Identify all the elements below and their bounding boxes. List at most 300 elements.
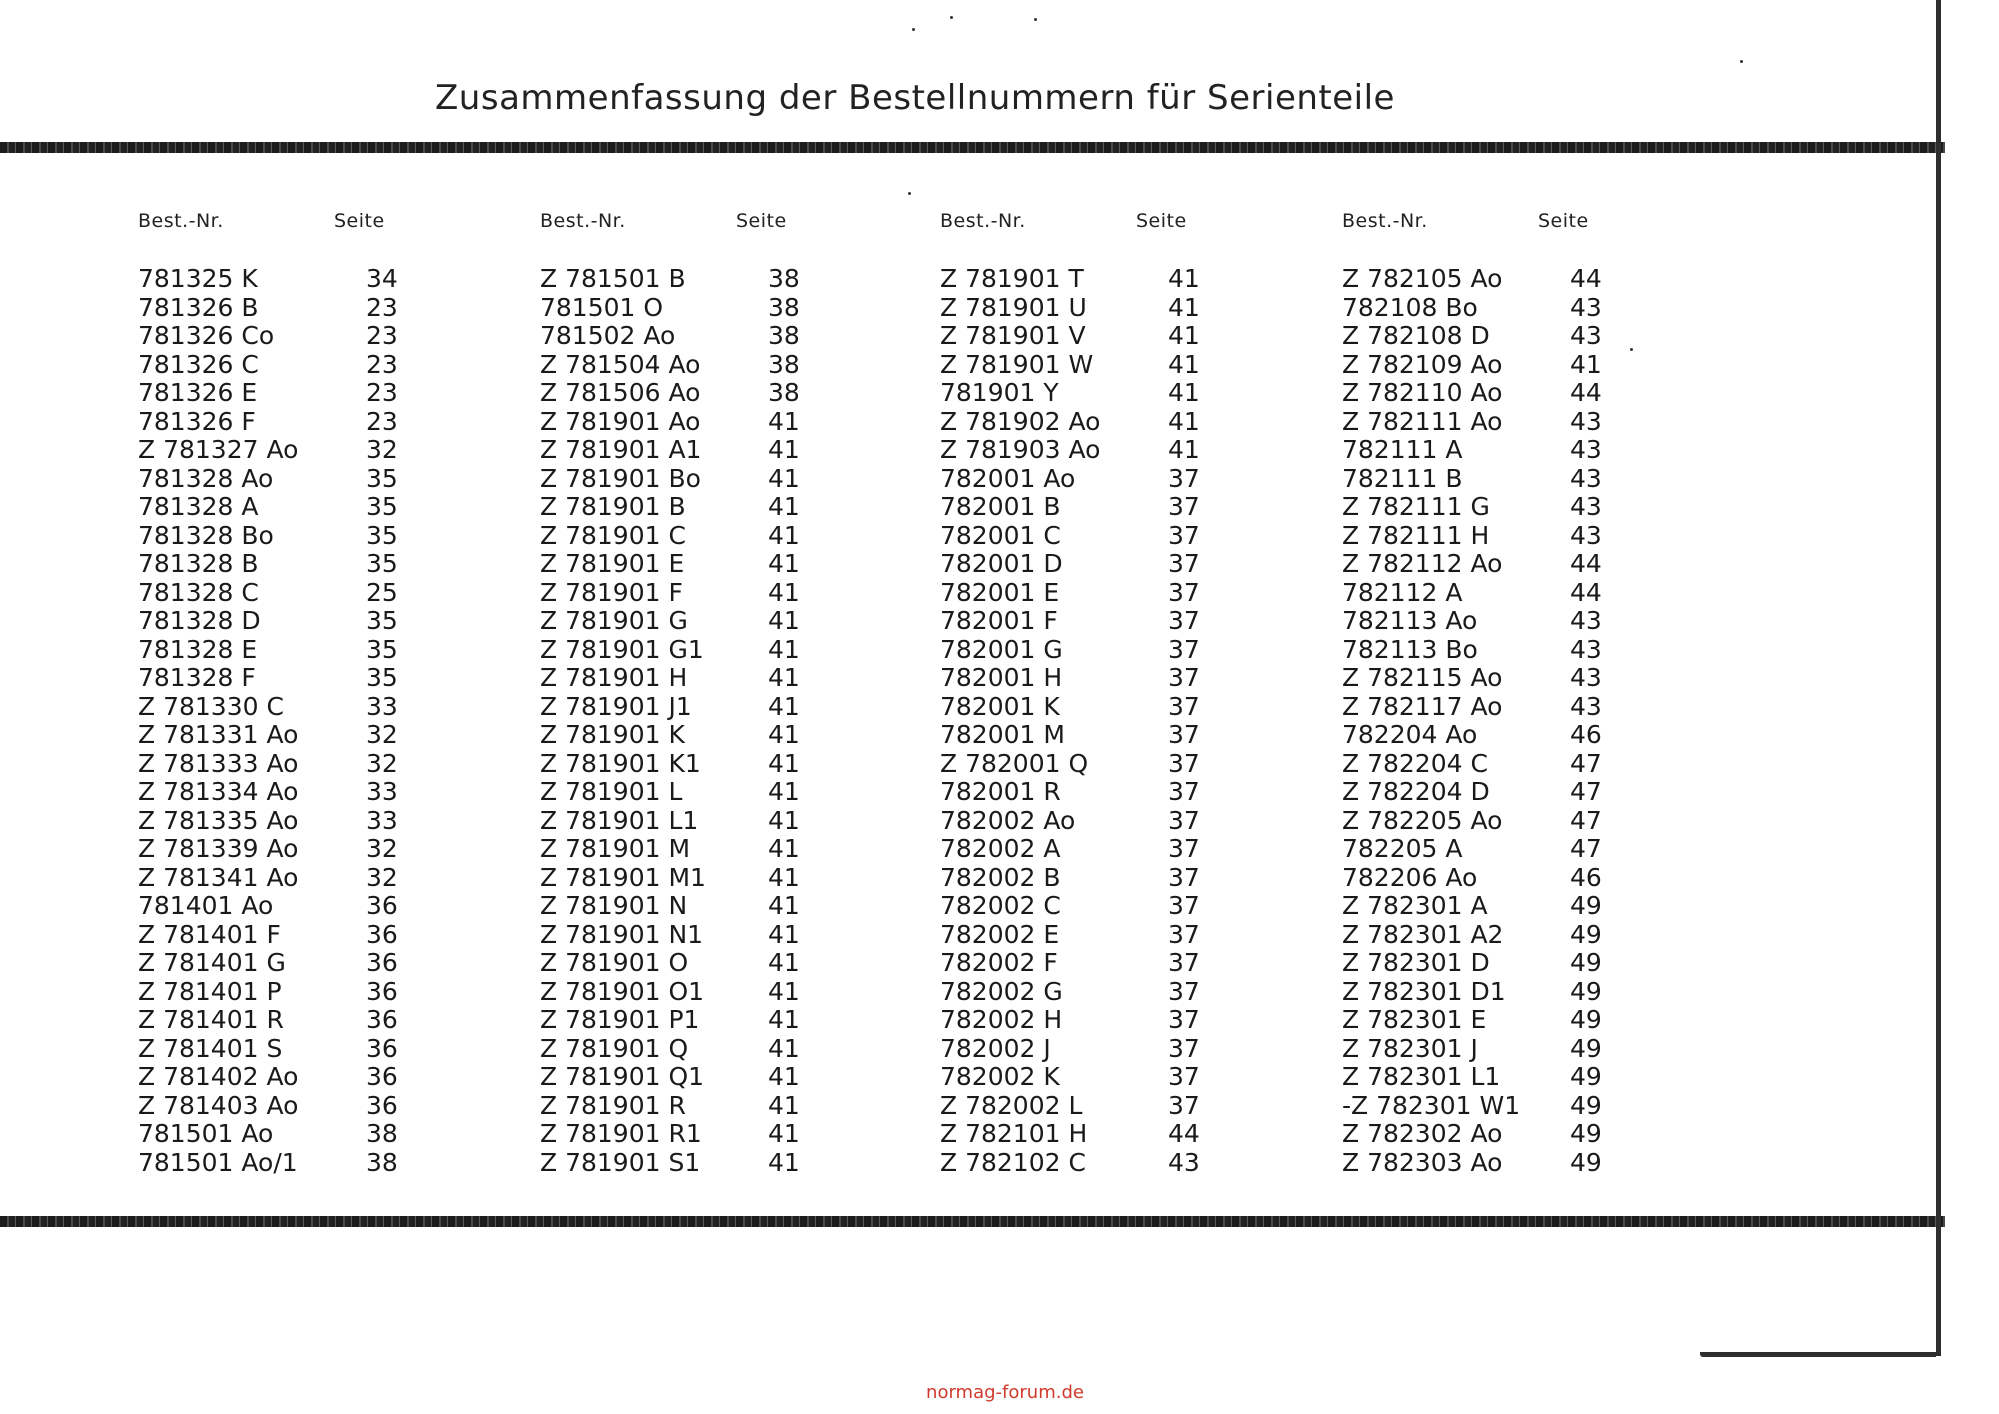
table-row xyxy=(138,294,538,323)
table-row xyxy=(940,1063,1340,1092)
order-number: 781326 Co xyxy=(138,321,275,350)
page-number: 37 xyxy=(1168,834,1200,863)
order-number: 781328 B xyxy=(138,549,259,578)
page-number: 35 xyxy=(366,492,398,521)
order-number: Z 781901 N1 xyxy=(540,919,704,949)
table-row xyxy=(940,978,1340,1007)
page-number: 41 xyxy=(768,577,800,607)
table-row xyxy=(940,949,1340,978)
order-number: 781328 D xyxy=(138,606,261,635)
order-number: Z 781506 Ao xyxy=(540,378,701,407)
order-number: Z 781901 P1 xyxy=(540,1005,700,1034)
table-row xyxy=(940,379,1340,408)
table-row xyxy=(1342,379,1742,408)
table-row xyxy=(1342,949,1742,978)
page-number: 41 xyxy=(768,663,800,692)
page-number: 23 xyxy=(366,349,398,379)
table-row xyxy=(940,921,1340,950)
table-row xyxy=(1342,1035,1742,1064)
page-number: 41 xyxy=(1168,378,1200,407)
order-number: Z 781901 R xyxy=(540,1090,686,1120)
table-row xyxy=(138,835,538,864)
order-number: 782001 F xyxy=(940,606,1058,635)
order-number: 782002 C xyxy=(940,891,1061,920)
order-number: Z 781901 B xyxy=(540,492,686,521)
page-number: 49 xyxy=(1570,976,1602,1006)
table-row xyxy=(1342,351,1742,380)
order-number: Z 781901 M1 xyxy=(540,862,706,892)
order-number: Z 782301 D1 xyxy=(1342,976,1506,1006)
page-number: 41 xyxy=(768,948,800,977)
page-number: 43 xyxy=(1570,463,1602,493)
order-number: Z 782111 H xyxy=(1342,520,1490,550)
page-number: 41 xyxy=(768,1062,800,1091)
page-number: 35 xyxy=(366,463,398,493)
table-row xyxy=(1342,550,1742,579)
order-number: 782112 A xyxy=(1342,577,1463,607)
table-row xyxy=(940,607,1340,636)
order-number: Z 781401 G xyxy=(138,948,286,977)
table-row xyxy=(138,1149,538,1178)
page-number: 46 xyxy=(1570,720,1602,749)
scan-speck xyxy=(1034,18,1037,21)
table-row xyxy=(1342,1149,1742,1178)
table-row xyxy=(540,436,940,465)
order-number: Z 782115 Ao xyxy=(1342,663,1503,692)
page-number: 41 xyxy=(1168,406,1200,436)
order-number: 781501 Ao/1 xyxy=(138,1147,298,1177)
table-row xyxy=(138,465,538,494)
page-number: 41 xyxy=(768,805,800,835)
order-number: 782113 Bo xyxy=(1342,634,1478,664)
page-number: 47 xyxy=(1570,834,1602,863)
page-number: 41 xyxy=(1570,349,1602,379)
order-number: 781328 E xyxy=(138,634,258,664)
table-row xyxy=(1342,522,1742,551)
page-number: 37 xyxy=(1168,520,1200,550)
order-number: Z 781403 Ao xyxy=(138,1090,299,1120)
page-number: 36 xyxy=(366,948,398,977)
column-header xyxy=(540,210,940,240)
table-row xyxy=(138,522,538,551)
table-row xyxy=(1342,1120,1742,1149)
table-row xyxy=(940,1035,1340,1064)
order-number: 782001 D xyxy=(940,549,1063,578)
page-number: 38 xyxy=(768,321,800,350)
page-number: 32 xyxy=(366,748,398,778)
page-number: 33 xyxy=(366,691,398,721)
order-number: Z 782301 J xyxy=(1342,1033,1478,1063)
page-number: 38 xyxy=(366,1147,398,1177)
table-row xyxy=(540,693,940,722)
order-number: Z 781901 V xyxy=(940,321,1086,350)
page-number: 41 xyxy=(768,976,800,1006)
table-row xyxy=(1342,322,1742,351)
table-row xyxy=(138,1006,538,1035)
scan-speck xyxy=(1630,348,1633,351)
page-number: 41 xyxy=(768,1147,800,1177)
page-number: 41 xyxy=(1168,292,1200,322)
order-number: 781501 O xyxy=(540,292,664,322)
page-number: 32 xyxy=(366,862,398,892)
table-row xyxy=(138,636,538,665)
table-row xyxy=(1342,892,1742,921)
order-number: 782002 G xyxy=(940,976,1063,1006)
page-number: 46 xyxy=(1570,862,1602,892)
order-number: Z 781334 Ao xyxy=(138,777,299,806)
page-number: 44 xyxy=(1570,378,1602,407)
page-number: 41 xyxy=(768,862,800,892)
table-row xyxy=(940,493,1340,522)
order-number: Z 782117 Ao xyxy=(1342,691,1503,721)
page-number: 47 xyxy=(1570,805,1602,835)
page-number: 43 xyxy=(1570,492,1602,521)
page-number: 37 xyxy=(1168,634,1200,664)
table-row xyxy=(540,522,940,551)
table-row xyxy=(940,1006,1340,1035)
table-row xyxy=(540,493,940,522)
page-number: 37 xyxy=(1168,691,1200,721)
order-number: Z 781901 H xyxy=(540,663,688,692)
page-number: 41 xyxy=(768,1119,800,1148)
table-row xyxy=(940,265,1340,294)
table-row xyxy=(540,807,940,836)
order-number: 781328 F xyxy=(138,663,256,692)
page-number: 37 xyxy=(1168,492,1200,521)
order-number: Z 781341 Ao xyxy=(138,862,299,892)
page-number: 49 xyxy=(1570,948,1602,977)
table-row xyxy=(1342,978,1742,1007)
order-number: Z 782301 L1 xyxy=(1342,1062,1501,1091)
order-number: 782002 F xyxy=(940,948,1058,977)
table-row xyxy=(138,1120,538,1149)
page-number: 41 xyxy=(768,492,800,521)
table-row xyxy=(1342,807,1742,836)
page-number: 37 xyxy=(1168,919,1200,949)
order-number: 782001 R xyxy=(940,777,1061,806)
order-number: Z 781901 U xyxy=(940,292,1087,322)
table-row xyxy=(138,607,538,636)
header-best-nr: Best.-Nr. xyxy=(540,210,626,232)
table-row xyxy=(138,921,538,950)
page-number: 37 xyxy=(1168,862,1200,892)
order-number: Z 782111 G xyxy=(1342,492,1490,521)
table-row xyxy=(1342,693,1742,722)
order-number: 782001 K xyxy=(940,691,1060,721)
table-row xyxy=(940,1149,1340,1178)
footer-watermark: normag-forum.de xyxy=(926,1382,1084,1403)
order-number: Z 781402 Ao xyxy=(138,1062,299,1091)
order-number: Z 781901 S1 xyxy=(540,1147,701,1177)
page-number: 41 xyxy=(768,606,800,635)
table-row xyxy=(940,408,1340,437)
page-number: 41 xyxy=(768,1033,800,1063)
page-number: 36 xyxy=(366,1005,398,1034)
order-number: Z 781901 O1 xyxy=(540,976,705,1006)
order-number: 781325 K xyxy=(138,264,258,293)
page-number: 23 xyxy=(366,292,398,322)
table-row xyxy=(940,892,1340,921)
order-number: Z 781901 E xyxy=(540,549,685,578)
page-number: 41 xyxy=(768,720,800,749)
table-row xyxy=(1342,1063,1742,1092)
table-row xyxy=(940,1092,1340,1121)
scan-speck xyxy=(950,16,953,19)
order-number: Z 782102 C xyxy=(940,1147,1086,1177)
order-number: Z 781901 Ao xyxy=(540,406,701,436)
order-number: Z 781401 P xyxy=(138,976,282,1006)
table-row xyxy=(540,550,940,579)
table-row xyxy=(1342,636,1742,665)
order-number: Z 782302 Ao xyxy=(1342,1119,1503,1148)
page-number: 44 xyxy=(1168,1119,1200,1148)
table-row xyxy=(940,322,1340,351)
page-number: 49 xyxy=(1570,919,1602,949)
page-number: 37 xyxy=(1168,549,1200,578)
page-number: 49 xyxy=(1570,891,1602,920)
order-number: Z 781901 M xyxy=(540,834,691,863)
order-number: Z 782204 D xyxy=(1342,777,1490,806)
order-number: 782001 Ao xyxy=(940,463,1076,493)
page-number: 36 xyxy=(366,976,398,1006)
order-number: Z 781327 Ao xyxy=(138,435,299,464)
table-row xyxy=(1342,721,1742,750)
table-row xyxy=(540,1120,940,1149)
order-number: Z 781401 S xyxy=(138,1033,283,1063)
page-number: 36 xyxy=(366,1062,398,1091)
table-row xyxy=(138,721,538,750)
order-number: Z 781901 A1 xyxy=(540,435,702,464)
table-row xyxy=(1342,607,1742,636)
table-row xyxy=(540,978,940,1007)
table-row xyxy=(540,265,940,294)
table-row xyxy=(138,493,538,522)
order-number: 782002 J xyxy=(940,1033,1051,1063)
table-row xyxy=(138,1035,538,1064)
header-best-nr: Best.-Nr. xyxy=(1342,210,1428,232)
page-title: Zusammenfassung der Bestellnummern für Serienteile xyxy=(435,78,1395,118)
table-row xyxy=(940,835,1340,864)
order-number: Z 782001 Q xyxy=(940,748,1089,778)
order-column-2 xyxy=(540,210,940,1177)
page-number: 43 xyxy=(1570,663,1602,692)
order-number: -Z 782301 W1 xyxy=(1342,1090,1521,1120)
order-number: 781326 B xyxy=(138,292,259,322)
order-number: Z 781901 O xyxy=(540,948,689,977)
table-row xyxy=(1342,1092,1742,1121)
order-number: 781326 F xyxy=(138,406,256,436)
page-number: 23 xyxy=(366,321,398,350)
table-row xyxy=(1342,465,1742,494)
table-row xyxy=(940,778,1340,807)
table-row xyxy=(138,322,538,351)
order-number: 781326 E xyxy=(138,378,258,407)
order-number: 781901 Y xyxy=(940,378,1059,407)
order-number: Z 781901 G xyxy=(540,606,688,635)
page-number: 38 xyxy=(768,264,800,293)
page-corner-edge xyxy=(1700,1352,1936,1357)
table-row xyxy=(540,636,940,665)
scan-speck xyxy=(1740,60,1743,63)
page-number: 41 xyxy=(768,1090,800,1120)
table-row xyxy=(540,465,940,494)
page-number: 41 xyxy=(768,919,800,949)
order-number: Z 782301 A xyxy=(1342,891,1488,920)
table-row xyxy=(138,778,538,807)
table-row xyxy=(540,351,940,380)
order-number: Z 782105 Ao xyxy=(1342,264,1503,293)
page-number: 43 xyxy=(1570,435,1602,464)
page-number: 38 xyxy=(366,1119,398,1148)
table-row xyxy=(1342,408,1742,437)
page-number: 35 xyxy=(366,549,398,578)
table-row xyxy=(940,664,1340,693)
table-row xyxy=(1342,579,1742,608)
page-number: 41 xyxy=(768,691,800,721)
table-row xyxy=(1342,664,1742,693)
order-number: Z 781902 Ao xyxy=(940,406,1101,436)
table-row xyxy=(940,522,1340,551)
page-right-edge xyxy=(1936,0,1941,1356)
order-column-4 xyxy=(1342,210,1742,1177)
order-number: 782108 Bo xyxy=(1342,292,1478,322)
table-row xyxy=(540,294,940,323)
table-row xyxy=(940,721,1340,750)
page-number: 37 xyxy=(1168,606,1200,635)
page-number: 49 xyxy=(1570,1119,1602,1148)
column-header xyxy=(940,210,1340,240)
order-number: 782002 K xyxy=(940,1062,1060,1091)
top-divider-rule xyxy=(0,142,1945,153)
order-number: Z 781901 R1 xyxy=(540,1119,702,1148)
page-number: 43 xyxy=(1570,292,1602,322)
order-number: Z 781401 F xyxy=(138,919,281,949)
page-number: 47 xyxy=(1570,748,1602,778)
table-row xyxy=(940,351,1340,380)
order-number: 782002 H xyxy=(940,1005,1063,1034)
table-row xyxy=(540,607,940,636)
table-row xyxy=(1342,265,1742,294)
table-row xyxy=(540,921,940,950)
order-number: 781326 C xyxy=(138,349,259,379)
order-number: 781328 Ao xyxy=(138,463,274,493)
page-number: 47 xyxy=(1570,777,1602,806)
table-row xyxy=(138,265,538,294)
page-number: 36 xyxy=(366,891,398,920)
order-number: Z 782110 Ao xyxy=(1342,378,1503,407)
order-number: 782002 E xyxy=(940,919,1060,949)
table-row xyxy=(138,750,538,779)
page-number: 32 xyxy=(366,834,398,863)
page-number: 43 xyxy=(1570,520,1602,550)
page-number: 32 xyxy=(366,720,398,749)
table-row xyxy=(940,636,1340,665)
page-number: 37 xyxy=(1168,1033,1200,1063)
page-number: 43 xyxy=(1570,606,1602,635)
table-row xyxy=(940,579,1340,608)
table-row xyxy=(138,664,538,693)
order-number: Z 782301 A2 xyxy=(1342,919,1504,949)
header-best-nr: Best.-Nr. xyxy=(138,210,224,232)
page-number: 23 xyxy=(366,406,398,436)
table-row xyxy=(1342,436,1742,465)
page-number: 43 xyxy=(1570,321,1602,350)
table-row xyxy=(540,778,940,807)
table-row xyxy=(940,750,1340,779)
table-row xyxy=(940,436,1340,465)
order-number: 781328 Bo xyxy=(138,520,274,550)
page-number: 41 xyxy=(768,891,800,920)
table-row xyxy=(138,379,538,408)
order-number: Z 781901 K xyxy=(540,720,685,749)
order-rows xyxy=(940,265,1340,1177)
order-number: 782001 B xyxy=(940,492,1061,521)
table-row xyxy=(540,864,940,893)
page-number: 41 xyxy=(768,406,800,436)
page-number: 43 xyxy=(1570,634,1602,664)
table-row xyxy=(540,664,940,693)
order-number: Z 781901 C xyxy=(540,520,686,550)
table-row xyxy=(540,579,940,608)
order-number: Z 781401 R xyxy=(138,1005,284,1034)
table-row xyxy=(540,322,940,351)
page-number: 41 xyxy=(768,634,800,664)
order-number: 782204 Ao xyxy=(1342,720,1478,749)
order-number: 782001 M xyxy=(940,720,1065,749)
page-number: 49 xyxy=(1570,1033,1602,1063)
order-column-1 xyxy=(138,210,538,1177)
page-number: 41 xyxy=(768,834,800,863)
order-number: Z 781901 L1 xyxy=(540,805,699,835)
table-row xyxy=(940,550,1340,579)
page-number: 35 xyxy=(366,634,398,664)
scan-speck xyxy=(912,28,915,31)
header-seite: Seite xyxy=(736,210,787,232)
order-number: 781328 C xyxy=(138,577,259,607)
table-row xyxy=(940,807,1340,836)
order-number: 782206 Ao xyxy=(1342,862,1478,892)
page-number: 43 xyxy=(1570,691,1602,721)
order-number: Z 782101 H xyxy=(940,1119,1088,1148)
table-row xyxy=(138,807,538,836)
order-number: Z 782303 Ao xyxy=(1342,1147,1503,1177)
page-number: 36 xyxy=(366,919,398,949)
header-seite: Seite xyxy=(334,210,385,232)
table-row xyxy=(540,1063,940,1092)
table-row xyxy=(1342,493,1742,522)
order-number: Z 781501 B xyxy=(540,264,686,293)
table-row xyxy=(540,892,940,921)
page-number: 49 xyxy=(1570,1147,1602,1177)
order-number: 782001 H xyxy=(940,663,1063,692)
page-number: 37 xyxy=(1168,1005,1200,1034)
table-row xyxy=(1342,835,1742,864)
order-number: Z 782108 D xyxy=(1342,321,1490,350)
page-number: 35 xyxy=(366,663,398,692)
header-seite: Seite xyxy=(1136,210,1187,232)
order-rows xyxy=(138,265,538,1177)
column-header xyxy=(138,210,538,240)
order-number: 782002 Ao xyxy=(940,805,1076,835)
page-number: 37 xyxy=(1168,805,1200,835)
page-number: 36 xyxy=(366,1090,398,1120)
table-row xyxy=(138,579,538,608)
order-rows xyxy=(1342,265,1742,1177)
table-row xyxy=(540,1092,940,1121)
table-row xyxy=(540,949,940,978)
page-number: 37 xyxy=(1168,891,1200,920)
order-rows xyxy=(540,265,940,1177)
